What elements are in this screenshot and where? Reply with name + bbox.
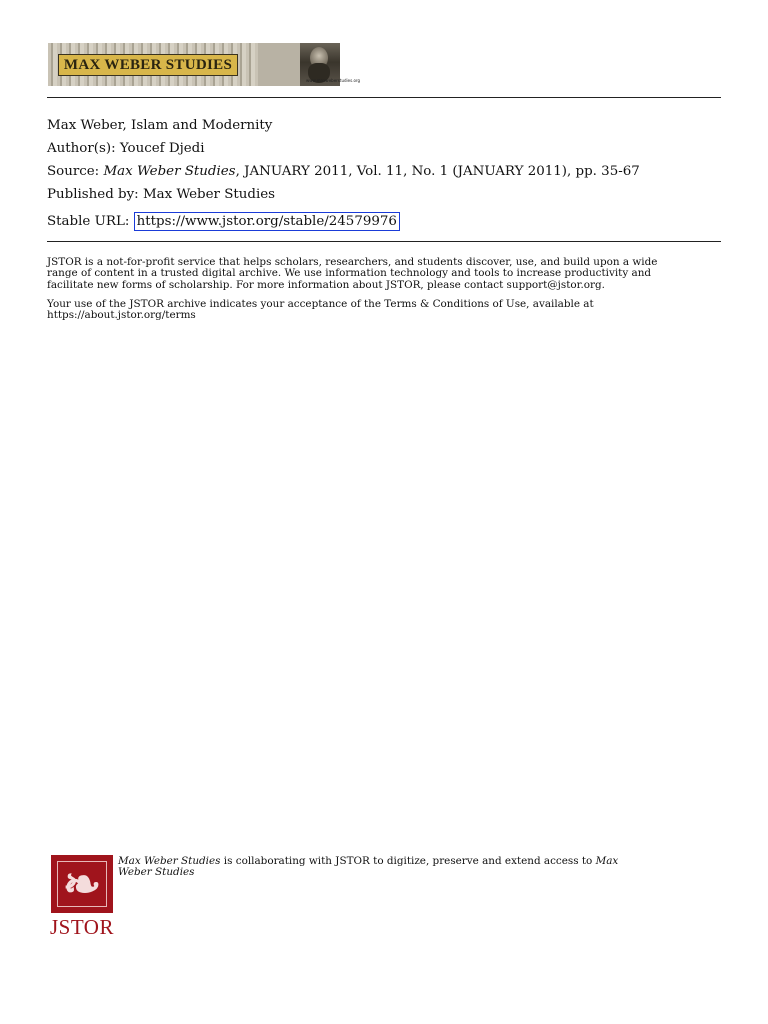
collab-journal-3: Weber Studies [118,866,195,879]
terms-link[interactable]: https://about.jstor.org/terms [47,309,196,322]
emblem-glyph-icon: ❧ [62,859,102,910]
middle-divider [47,241,721,242]
collaboration-statement [118,856,678,879]
banner-title: MAX WEBER STUDIES [58,54,238,76]
stable-url-link[interactable]: https://www.jstor.org/stable/24579976 [134,212,400,231]
source-details: , JANUARY 2011, Vol. 11, No. 1 (JANUARY 2011), pp. 35-67 [235,164,640,179]
terms-line-1: Your use of the JSTOR archive indicates your acceptance of the Terms & Conditions of Use, available at [47,298,594,310]
jstor-emblem-icon [51,855,113,913]
terms-notice [47,299,727,322]
banner-url: www.maxweberstudies.org [306,78,361,83]
source-line [47,164,640,180]
collab-journal: Max Weber Studies [118,855,221,867]
collab-journal-2: Max [595,855,619,867]
publisher-value: Max Weber Studies [142,187,276,202]
top-divider [47,97,721,98]
notice-line-3: facilitate new forms of scholarship. For more information about JSTOR, please contact support@jstor.org. [47,278,605,291]
collab-text: is collaborating with JSTOR to digitize, preserve and extend access to [220,855,596,867]
notice-line-2: range of content in a trusted digital archive. We use information technology and tools to increase productivity and [47,267,652,280]
publisher-line [47,187,275,203]
jstor-logo [49,855,115,937]
source-label: Source: [47,164,100,179]
stable-url-label: Stable URL: [47,214,130,229]
jstor-wordmark: JSTOR [50,915,114,939]
article-title: Max Weber, Islam and Modernity [47,118,273,133]
publisher-label: Published by: [47,187,139,202]
authors-label: Author(s): [47,141,116,156]
authors-value: Youcef Djedi [119,141,205,156]
source-journal: Max Weber Studies [103,164,236,179]
stable-url-line [47,214,400,230]
jstor-notice [47,257,727,291]
authors-line [47,141,205,157]
journal-banner [48,43,361,86]
notice-line-1: JSTOR is a not-for-profit service that helps scholars, researchers, and students discover, use, and build upon a wide [47,256,658,268]
